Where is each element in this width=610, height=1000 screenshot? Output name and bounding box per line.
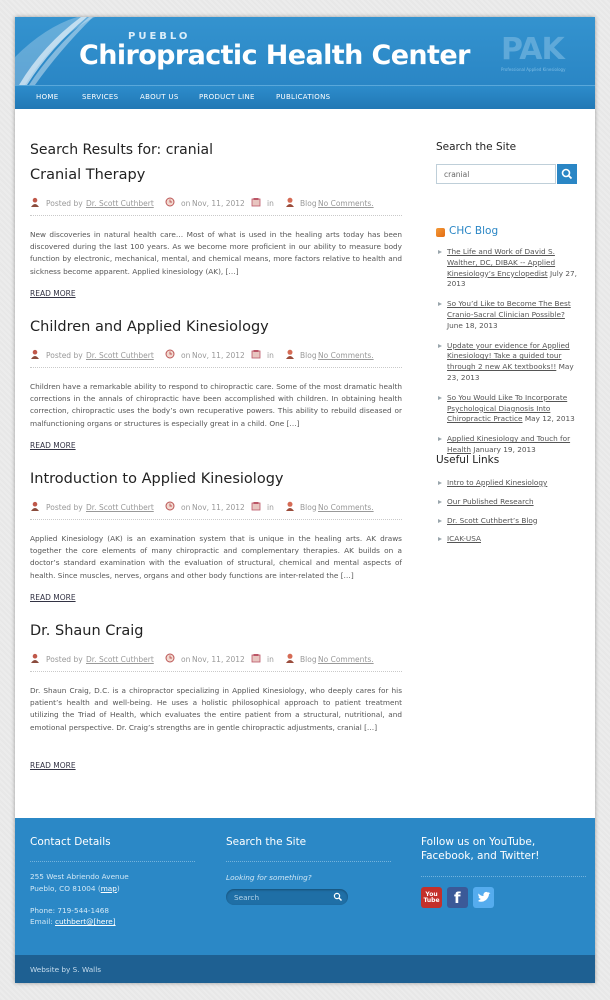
on-label: on <box>181 655 191 664</box>
posted-by-label: Posted by <box>46 655 83 664</box>
nav-about-us[interactable]: ABOUT US <box>140 93 179 101</box>
address-end: ) <box>116 884 120 893</box>
read-more-link[interactable]: READ MORE <box>30 761 76 770</box>
post-title[interactable]: Dr. Shaun Craig <box>30 623 144 639</box>
post-divider <box>30 519 402 520</box>
blog-post-date: January 19, 2013 <box>473 444 536 454</box>
logo-text: PAK <box>501 32 564 67</box>
post-excerpt: Dr. Shaun Craig, D.C. is a chiropractor specializing in Applied Kinesiology, who deeply cares for his patient’s health and well-being. He uses a holistic philosophical approach to patient treatment utilizing the Triad of Health, which evaluates the entire patient from a structural, nutritional, and emotional perspective. Dr. Craig’s strengths are in gentle chiropractic adjustments, cranial […] <box>30 686 402 732</box>
blog-post-date: May 12, 2013 <box>524 414 575 424</box>
logo-subtitle: Professional Applied Kinesiology <box>501 67 566 72</box>
author-link[interactable]: Dr. Scott Cuthbert <box>86 199 154 208</box>
clock-icon <box>165 653 175 663</box>
blog-heading[interactable]: CHC Blog <box>449 225 499 237</box>
clock-icon <box>165 501 175 511</box>
clock-icon <box>165 349 175 359</box>
post-title[interactable]: Children and Applied Kinesiology <box>30 319 269 335</box>
author-link[interactable]: Dr. Scott Cuthbert <box>86 655 154 664</box>
address-line1: 255 West Abriendo Avenue <box>30 872 129 881</box>
blog-post-link[interactable]: Update your evidence for Applied Kinesiology! Take a guided tour through 2 new AK textbooks!! <box>447 340 570 372</box>
nav-home[interactable]: HOME <box>36 93 59 101</box>
blog-post-link[interactable]: So You Would Like To Incorporate Psychological Diagnosis Into Chiropractic Practice <box>447 392 568 424</box>
bottom-bar <box>15 955 595 983</box>
blog-label: Blog <box>300 503 317 512</box>
author-link[interactable]: Dr. Scott Cuthbert <box>86 351 154 360</box>
search-results-heading: Search Results for: cranial <box>30 142 213 158</box>
post-meta <box>30 501 402 515</box>
site-header <box>15 17 595 85</box>
address-text: Pueblo, CO 81004 ( <box>30 884 101 893</box>
useful-link[interactable]: Our Published Research <box>447 496 534 506</box>
post-divider <box>30 215 402 216</box>
useful-links-list <box>436 478 581 553</box>
post-date: Nov, 11, 2012 <box>192 199 245 208</box>
footer-search-heading: Search the Site <box>226 836 307 848</box>
author-icon <box>30 501 40 511</box>
category-icon <box>251 197 261 207</box>
on-label: on <box>181 503 191 512</box>
author-link[interactable]: Dr. Scott Cuthbert <box>86 503 154 512</box>
list-item <box>436 497 581 508</box>
category-icon <box>251 501 261 511</box>
list-item <box>436 478 581 489</box>
address-line2 <box>30 884 120 895</box>
read-more-link[interactable]: READ MORE <box>30 593 76 602</box>
clock-icon <box>165 197 175 207</box>
posted-by-label: Posted by <box>46 503 83 512</box>
post-date: Nov, 11, 2012 <box>192 351 245 360</box>
blog-label: Blog <box>300 351 317 360</box>
read-more-link[interactable]: READ MORE <box>30 441 76 450</box>
twitter-icon[interactable] <box>473 887 494 908</box>
category-icon <box>251 653 261 663</box>
useful-link[interactable]: Dr. Scott Cuthbert’s Blog <box>447 515 538 525</box>
category-icon <box>251 349 261 359</box>
sidebar-search-heading: Search the Site <box>436 141 517 153</box>
author-icon <box>30 349 40 359</box>
sidebar-search-button[interactable] <box>557 164 577 184</box>
useful-link[interactable]: ICAK-USA <box>447 534 481 544</box>
list-item <box>436 393 581 425</box>
page-container <box>15 17 595 983</box>
map-link[interactable]: map <box>100 884 117 893</box>
nav-product-line[interactable]: PRODUCT LINE <box>199 93 255 101</box>
list-item <box>436 341 581 384</box>
nav-publications[interactable]: PUBLICATIONS <box>276 93 331 101</box>
footer-search-prompt: Looking for something? <box>226 873 312 882</box>
main-nav <box>15 85 595 109</box>
post-title[interactable]: Cranial Therapy <box>30 167 146 183</box>
facebook-icon[interactable] <box>447 887 468 908</box>
blog-label: Blog <box>300 199 317 208</box>
in-label: in <box>267 199 274 208</box>
post-divider <box>30 671 402 672</box>
in-label: in <box>267 351 274 360</box>
list-item <box>436 247 581 290</box>
social-heading: Follow us on YouTube, Facebook, and Twitter! <box>421 836 540 862</box>
post-divider <box>30 367 402 368</box>
facebook-label: f <box>454 889 461 907</box>
contact-heading: Contact Details <box>30 836 111 848</box>
pak-logo[interactable] <box>501 33 579 73</box>
footer-divider <box>30 861 195 862</box>
youtube-icon[interactable] <box>421 887 442 908</box>
search-icon <box>557 164 577 184</box>
comments-icon <box>285 501 295 511</box>
author-icon <box>30 653 40 663</box>
comments-icon <box>285 197 295 207</box>
site-footer <box>15 818 595 955</box>
site-credit: Website by S. Walls <box>30 965 102 974</box>
on-label: on <box>181 351 191 360</box>
blog-post-date: July 27, 2013 <box>447 268 577 289</box>
blog-post-link[interactable]: So You’d Like to Become The Best Cranio-Sacral Clinician Possible? <box>447 299 571 319</box>
email-line <box>30 917 116 928</box>
comments-icon <box>285 653 295 663</box>
sidebar-search-input[interactable]: cranial <box>436 164 556 184</box>
comments-link[interactable]: No Comments. <box>318 351 374 360</box>
youtube-label: You Tube <box>423 891 440 904</box>
comments-icon <box>285 349 295 359</box>
list-item <box>436 534 581 545</box>
blog-label: Blog <box>300 655 317 664</box>
post-excerpt: New discoveries in natural health care… Most of what is used in the healing arts today has been discovered during the last 100 years. As we become more proficient in our ability to measure body function by electronic, mechanical, mental, and chemical means, more factors relative to health and sickness become apparent. Applied kinesiology (AK), […] <box>30 230 402 276</box>
posted-by-label: Posted by <box>46 351 83 360</box>
blog-post-link[interactable]: The Life and Work of David S. Walther, DC, DIBAK -- Applied Kinesiology’s Encyclopedist <box>447 247 556 278</box>
footer-divider <box>421 876 586 877</box>
site-title[interactable]: Chiropractic Health Center <box>79 40 470 71</box>
comments-link[interactable]: No Comments. <box>318 655 374 664</box>
in-label: in <box>267 503 274 512</box>
twitter-bird-icon <box>473 887 494 908</box>
comments-link[interactable]: No Comments. <box>318 503 374 512</box>
post-title[interactable]: Introduction to Applied Kinesiology <box>30 471 284 487</box>
blog-post-date: May 23, 2013 <box>447 362 574 382</box>
list-item <box>436 516 581 527</box>
post-meta <box>30 349 402 363</box>
post-date: Nov, 11, 2012 <box>192 655 245 664</box>
blog-list <box>436 247 581 465</box>
blog-post-link[interactable]: Applied Kinesiology and Touch for Health <box>447 434 571 454</box>
comments-link[interactable]: No Comments. <box>318 199 374 208</box>
footer-divider <box>226 861 391 862</box>
footer-search-input[interactable]: Search <box>226 889 348 905</box>
posted-by-label: Posted by <box>46 199 83 208</box>
blog-post-date: June 18, 2013 <box>447 320 498 330</box>
site-pre-title: PUEBLO <box>128 31 191 42</box>
post-date: Nov, 11, 2012 <box>192 503 245 512</box>
read-more-link[interactable]: READ MORE <box>30 289 76 298</box>
useful-links-heading: Useful Links <box>436 454 500 466</box>
email-link[interactable]: cuthbert@[here] <box>55 917 116 926</box>
post-excerpt: Children have a remarkable ability to respond to chiropractic care. Some of the most dramatic health corrections in the annals of chiropractic have been accomplished with children. In obtaining health correction, chiropractic uses the body’s own recuperative powers. This ability to rebuild diseased or malfunctioning organs or structures is especially great in a child. One […] <box>30 382 402 428</box>
on-label: on <box>181 199 191 208</box>
list-item <box>436 299 581 331</box>
useful-link[interactable]: Intro to Applied Kinesiology <box>447 478 548 487</box>
post-meta <box>30 653 402 667</box>
author-icon <box>30 197 40 207</box>
post-excerpt: Applied Kinesiology (AK) is an examination system that is unique in the healing arts. AK draws together the core elements of many chiropractic and complementary therapies. AK builds on a doctor’s standard examination with the evaluation of structural, chemical and mental aspects of health. Since muscles, nerves, organs and other body functions are inter-related the […] <box>30 534 402 580</box>
in-label: in <box>267 655 274 664</box>
email-label: Email: <box>30 917 56 926</box>
phone: Phone: 719-544-1468 <box>30 906 110 915</box>
rss-icon[interactable] <box>436 228 445 237</box>
nav-services[interactable]: SERVICES <box>82 93 119 101</box>
list-item <box>436 434 581 456</box>
search-icon[interactable] <box>333 892 343 902</box>
post-meta <box>30 197 402 211</box>
